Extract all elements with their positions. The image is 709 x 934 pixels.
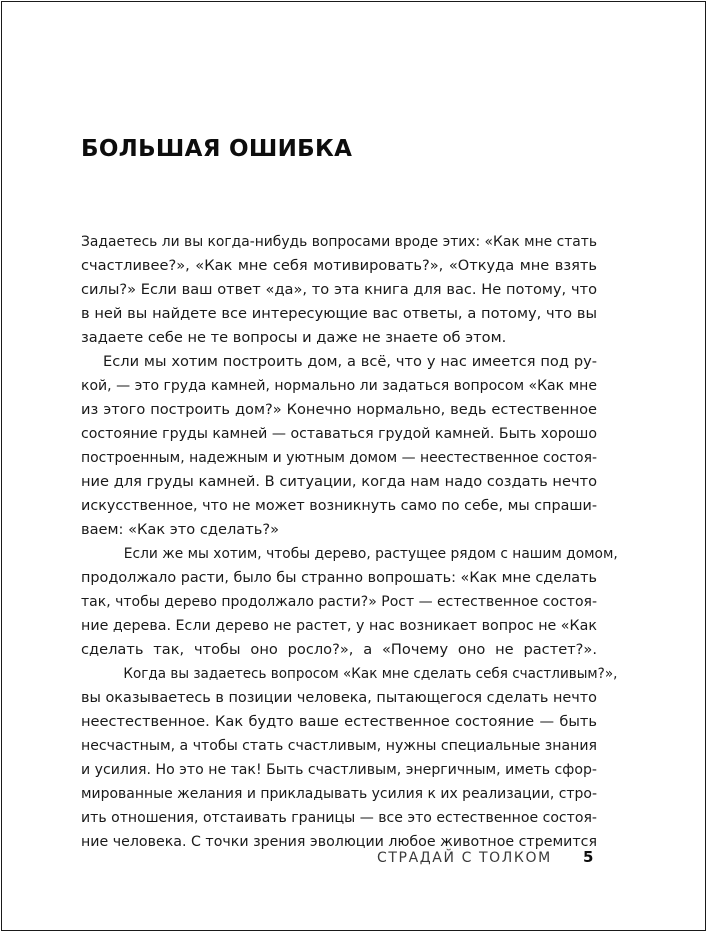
book-page (1, 1, 706, 931)
text-line: продолжало расти, было бы странно вопрошать: «Как мне сделать (81, 569, 597, 586)
running-footer-book-title: СТРАДАЙ С ТОЛКОМ (377, 850, 552, 866)
text-line: Если же мы хотим, чтобы дерево, растущее рядом с нашим домом, (123, 545, 618, 562)
text-line: счастливее?», «Как мне себя мотивировать?», «Откуда мне взять (81, 257, 597, 274)
text-line: ние для груды камней. В ситуации, когда нам надо создать нечто (81, 473, 597, 490)
text-line: и усилия. Но это не так! Быть счастливым, энергичным, иметь сфор- (81, 761, 597, 778)
text-line: ваем: «Как это сделать?» (81, 521, 279, 538)
text-line: мированные желания и прикладывать усилия к их реализации, стро- (81, 785, 597, 802)
text-line: в ней вы найдете все интересующие вас ответы, а потому, что вы (81, 305, 597, 322)
text-line: состояние груды камней — оставаться грудой камней. Быть хорошо (81, 425, 597, 442)
text-line: искусственное, что не может возникнуть само по себе, мы спраши- (81, 497, 597, 514)
text-line: Задаетесь ли вы когда-нибудь вопросами вроде этих: «Как мне стать (81, 233, 597, 250)
text-line: так, чтобы дерево продолжало расти?» Рост — естественное состоя- (81, 593, 597, 610)
text-line: неестественное. Как будто ваше естественное состояние — быть (81, 713, 597, 730)
text-line: кой, — это груда камней, нормально ли задаться вопросом «Как мне (81, 377, 597, 394)
page-number: 5 (583, 848, 594, 866)
text-line: вы оказываетесь в позиции человека, пытающегося сделать нечто (81, 689, 597, 706)
text-line: сделать так, чтобы оно росло?», а «Почему оно не растет?». (81, 641, 597, 658)
text-line: построенным, надежным и уютным домом — неестественное состоя- (81, 449, 597, 466)
text-line: несчастным, а чтобы стать счастливым, нужны специальные знания (81, 737, 597, 754)
text-line: из этого построить дом?» Конечно нормально, ведь естественное (81, 401, 597, 418)
text-line: Когда вы задаетесь вопросом «Как мне сделать себя счастливым?», (123, 665, 618, 682)
text-line: задаете себе не те вопросы и даже не знаете об этом. (81, 329, 507, 346)
text-line: силы?» Если ваш ответ «да», то эта книга для вас. Не потому, что (81, 281, 597, 298)
chapter-title: БОЛЬШАЯ ОШИБКА (81, 136, 353, 162)
body-text (81, 230, 618, 854)
text-line: ние дерева. Если дерево не растет, у нас возникает вопрос не «Как (81, 617, 597, 634)
text-line: Если мы хотим построить дом, а всё, что у нас имеется под ру- (103, 353, 597, 370)
text-line: ить отношения, отстаивать границы — все это естественное состоя- (81, 809, 597, 826)
text-line: ние человека. С точки зрения эволюции любое животное стремится (81, 833, 597, 850)
